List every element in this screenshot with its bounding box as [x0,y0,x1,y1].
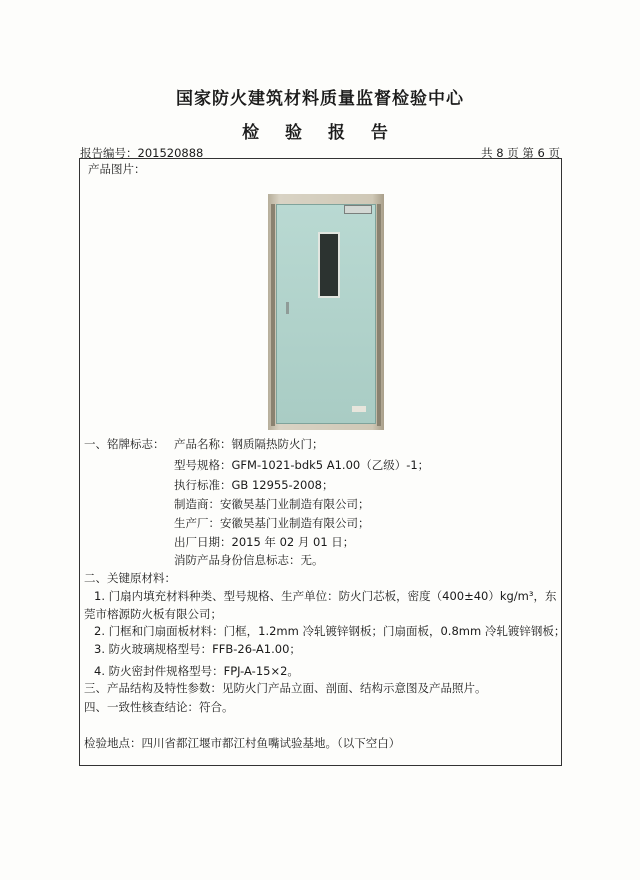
nameplate-line: 执行标准：GB 12955-2008； [174,478,334,492]
test-location: 检验地点：四川省都江堰市都江村鱼嘴试验基地。（以下空白） [84,736,401,750]
door-label-tag [352,406,366,412]
nameplate-line: 消防产品身份信息标志：无。 [174,553,324,567]
photo-label: 产品图片： [88,162,146,176]
materials-item: 4. 防火密封件规格型号：FPJ-A-15×2。 [94,664,299,678]
door-closer [344,205,372,214]
nameplate-line: 制造商：安徽昊基门业制造有限公司； [174,497,370,511]
materials-item: 3. 防火玻璃规格型号：FFB-26-A1.00； [94,642,301,656]
nameplate-line: 型号规格：GFM-1021-bdk5 A1.00（乙级）-1； [174,458,430,472]
doc-title: 检 验 报 告 [242,123,398,143]
section-3: 三、产品结构及特性参数：见防火门产品立面、剖面、结构示意图及产品照片。 [84,681,487,695]
nameplate-line: 产品名称：钢质隔热防火门； [174,437,324,451]
materials-item: 2. 门框和门扇面板材料：门框，1.2mm 冷轧镀锌钢板；门扇面板，0.8mm 冷轧镀锌钢板； [94,624,566,638]
nameplate-line: 生产厂：安徽昊基门业制造有限公司； [174,516,370,530]
door-handle [286,302,289,314]
materials-item: 莞市榕源防火板有限公司； [84,607,222,621]
door-frame-left [271,204,275,426]
materials-item: 1. 门扇内填充材料种类、型号规格、生产单位：防火门芯板，密度（400±40）kg/m³，东 [94,589,557,603]
door-glass-panel [318,232,340,298]
nameplate-line: 出厂日期：2015 年 02 月 01 日； [174,535,355,549]
section-4: 四、一致性核查结论：符合。 [84,700,234,714]
page-info: 共 8 页 第 6 页 [481,146,560,160]
materials-heading: 二、关键原材料： [84,571,176,585]
fire-door-photo [268,194,384,430]
door-frame-right [377,204,381,426]
org-title: 国家防火建筑材料质量监督检验中心 [176,89,464,109]
report-number: 报告编号：201520888 [80,146,204,160]
nameplate-heading: 一、铭牌标志： [84,437,165,451]
